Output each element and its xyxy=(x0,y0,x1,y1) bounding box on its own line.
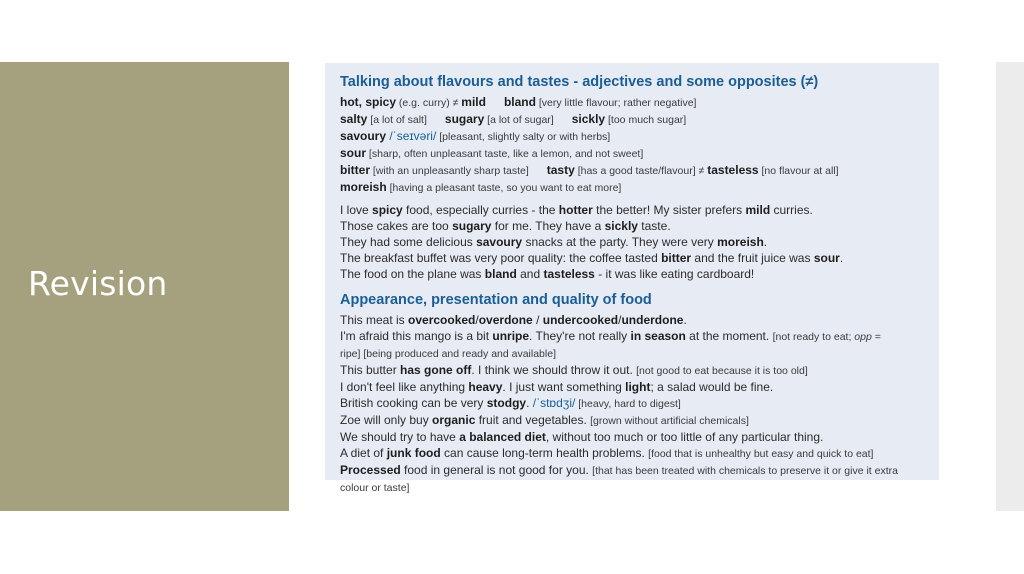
example-line: This meat is overcooked/overdone / undercooked/underdone. xyxy=(340,313,687,327)
section-heading-flavours: Talking about flavours and tastes - adjectives and some opposites (≠) xyxy=(340,74,819,90)
vocabulary-content xyxy=(325,63,939,496)
definition: [sharp, often unpleasant taste, like a lemon, and not sweet] xyxy=(366,148,644,160)
right-strip xyxy=(996,62,1024,511)
example-line: British cooking can be very stodgy. /ˈstɒdʒi/ [heavy, hard to digest] xyxy=(340,396,681,410)
definition: [having a pleasant taste, so you want to eat more] xyxy=(386,182,622,194)
term: tasteless xyxy=(707,163,759,177)
example-line: A diet of junk food can cause long-term health problems. [food that is unhealthy but easy and quick to eat] Processed food in general is not good for you. [that has been treated with chemicals to preserve it or give it extra colour or taste] xyxy=(340,446,898,494)
slide-title: Revision xyxy=(28,264,168,303)
appearance-sentences xyxy=(340,312,939,496)
term: moreish xyxy=(340,180,387,194)
definition-line xyxy=(340,179,939,196)
term: bitter xyxy=(340,163,370,177)
definition-line xyxy=(340,111,939,128)
term: sugary xyxy=(444,112,485,126)
definition: [very little flavour; rather negative] xyxy=(535,97,697,109)
definition: [a lot of salt] xyxy=(367,114,427,126)
definition: [has a good taste/flavour] ≠ xyxy=(574,165,708,177)
example-line: They had some delicious savoury snacks at the party. They were very moreish. xyxy=(340,235,768,249)
term: savoury xyxy=(340,129,387,143)
definition-line xyxy=(340,162,939,179)
definition: [a lot of sugar] xyxy=(484,114,554,126)
example-line: Those cakes are too sugary for me. They have a sickly taste. xyxy=(340,219,671,233)
note: (e.g. curry) ≠ xyxy=(396,97,462,109)
example-line: I don't feel like anything heavy. I just want something light; a salad would be fine. xyxy=(340,380,774,394)
example-line: We should try to have a balanced diet, without too much or too little of any particular thing. xyxy=(340,430,824,444)
example-line: The breakfast buffet was very poor quality: the coffee tasted bitter and the fruit juice was sour. xyxy=(340,251,844,265)
term: tasty xyxy=(546,163,575,177)
definition: [too much sugar] xyxy=(605,114,687,126)
definition: [with an unpleasantly sharp taste] xyxy=(370,165,529,177)
term: sour xyxy=(340,146,367,160)
term: sickly xyxy=(571,112,606,126)
example-line: I love spicy food, especially curries - the hotter the better! My sister prefers mild curries. xyxy=(340,203,813,217)
section-heading-appearance: Appearance, presentation and quality of food xyxy=(340,292,652,308)
term: bland xyxy=(503,95,536,109)
term: hot, spicy xyxy=(340,95,397,109)
example-line: Zoe will only buy organic fruit and vegetables. [grown without artificial chemicals] xyxy=(340,413,749,427)
vocabulary-image xyxy=(325,63,939,494)
term: salty xyxy=(340,112,368,126)
definition-line xyxy=(340,128,939,145)
example-line: This butter has gone off. I think we should throw it out. [not good to eat because it is too old] xyxy=(340,363,808,377)
example-line: I'm afraid this mango is a bit unripe. They're not really in season at the moment. [not ready to eat; opp = ripe] [being produced and ready and available] xyxy=(340,329,881,360)
pronunciation: /ˈseɪvəri/ xyxy=(386,129,437,143)
example-line: The food on the plane was bland and tasteless - it was like eating cardboard! xyxy=(340,267,755,281)
adjective-list xyxy=(340,94,939,196)
example-sentences xyxy=(340,202,939,282)
definition-line xyxy=(340,145,939,162)
definition-line xyxy=(340,94,939,111)
definition: [pleasant, slightly salty or with herbs] xyxy=(436,131,611,143)
definition: [no flavour at all] xyxy=(758,165,839,177)
term: mild xyxy=(461,95,486,109)
